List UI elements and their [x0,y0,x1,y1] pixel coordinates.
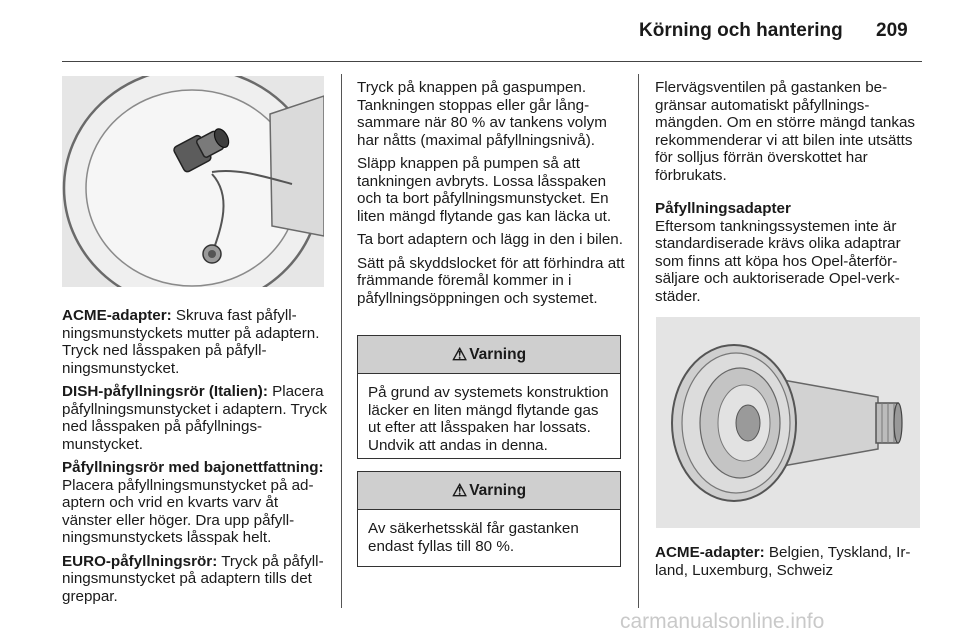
warning-title-1: Varning [469,345,527,363]
euro-text: Tryck på påfyllningsmunstycket på adaptern tills det greppar. [62,552,324,605]
dish-paragraph [62,383,330,453]
warning-header-2 [358,472,620,510]
dish-lead: DISH-påfyllningsrör (Italien): [62,383,268,400]
warning-title-2: Varning [469,481,527,499]
caption-paragraph [655,544,923,579]
remove-adapter-paragraph: Ta bort adaptern och lägg in den i bilen. [357,231,623,248]
warning-header-1 [358,336,620,374]
pump-button-paragraph: Tryck på knappen på gaspumpen. Tankningen stoppas eller går långsammare när 80 % av tankens volym har nåtts (maximal påfyllningsnivå). [357,79,607,149]
dish-text: Placera påfyllningsmunstycket i adaptern. Tryck ned låsspaken på påfyllningsmunstycket. [62,383,328,453]
column-2-text [357,79,627,313]
warning-box-2 [357,471,621,567]
column-divider-2 [638,74,639,608]
warning-triangle-icon: ⚠ [451,344,468,364]
page-number: 209 [876,20,908,41]
caption-lead: ACME-adapter: [655,544,765,561]
column-divider-1 [341,74,342,608]
release-button-paragraph: Släpp knappen på pumpen så att tankningen avbryts. Lossa låsspaken och ta bort påfyllningsmunstycket. En liten mängd flytande gas kan läcka ut. [357,155,612,225]
acme-adapter-lead: ACME-adapter: [62,307,172,324]
acme-adapter-illustration [656,317,920,528]
adapter-info-paragraph: Eftersom tankningssystemen inte är standardiserade krävs olika adaptrar som finns att köpa hos Opel-återförsäljare och auktoriserade Opel-verkstäder. [655,217,901,305]
section-heading: Påfyllningsadapter [655,200,791,217]
page-title: Körning och hantering [639,20,843,41]
caption-text: Belgien, Tyskland, Irland, Luxemburg, Schweiz [655,544,911,579]
header-divider [62,61,922,62]
warning-text-2: Av säkerhetsskäl får gastanken endast fyllas till 80 %. [368,520,579,555]
bayonet-paragraph [62,459,330,547]
warning-box-1 [357,335,621,459]
warning-triangle-icon: ⚠ [451,480,468,500]
multivalve-paragraph: Flervägsventilen på gastanken begränsar automatiskt påfyllningsmängden. Om en större mängd tankas rekommenderar vi att bilen inte utsätts för solljus förrän överskottet har förbrukats. [655,79,916,184]
euro-lead: EURO-påfyllningsrör: [62,552,218,570]
bayonet-lead: Påfyllningsrör med bajonettfattning: [62,459,324,476]
column-1-text [62,307,330,611]
acme-adapter-text: Skruva fast påfyllningsmunstyckets mutter på adaptern. Tryck ned låsspaken på påfyllningsmunstycket. [62,307,320,377]
bayonet-text: Placera påfyllningsmunstycket på adaptern och vrid en kvarts varv åt vänster eller höger. Dra upp påfyllningsmunstyckets låsspak helt. [62,476,314,546]
watermark: carmanualsonline.info [620,610,825,633]
acme-adapter-paragraph [62,307,330,377]
warning-text-1: På grund av systemets konstruktion läcker en liten mängd flytande gas ut efter att låsspaken har lossats. Undvik att andas in denna. [368,384,609,454]
protective-cap-paragraph: Sätt på skyddslocket för att förhindra att främmande föremål kommer in i påfyllningsöppningen och systemet. [357,254,625,307]
column-3-text [655,79,923,311]
adapter-caption [655,544,923,585]
fuel-filler-illustration [62,76,324,287]
euro-paragraph [62,553,330,606]
